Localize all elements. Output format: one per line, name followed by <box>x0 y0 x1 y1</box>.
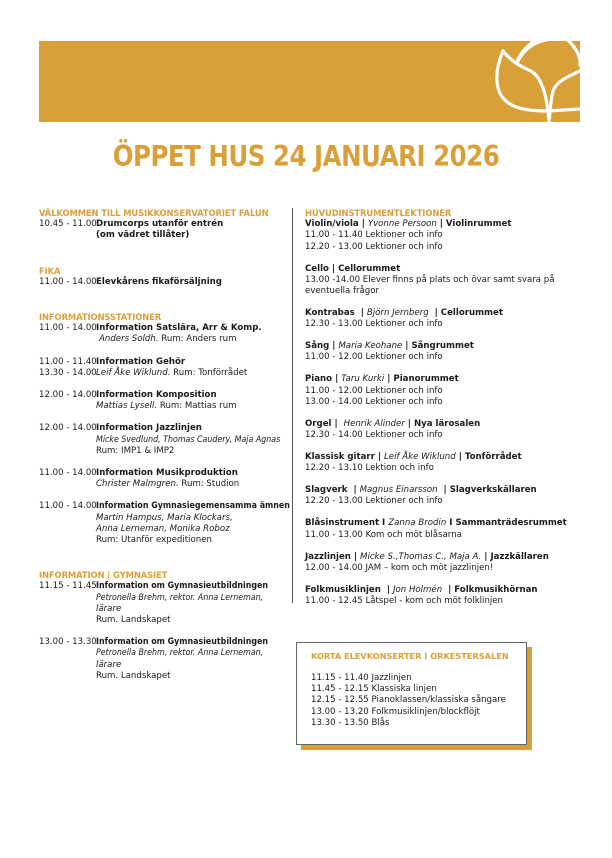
entry-room: Rum: Mattias rum <box>159 401 237 412</box>
schedule-entry <box>39 423 289 457</box>
schedule-entry <box>39 581 289 626</box>
entry-title: Information Gymnasiegemensamma ämnen <box>96 501 290 512</box>
lesson-instrument: Blåsinstrument <box>305 518 380 529</box>
entry-title: Information Gehör <box>96 356 186 367</box>
lesson-instrument: Jazzlinjen <box>305 551 351 562</box>
lesson-room: Tonförrådet <box>464 452 522 463</box>
lesson-line: 12.30 - 13.00 Lektioner och info <box>305 319 443 330</box>
section-title: HUVUDINSTRUMENTLEKTIONER <box>305 208 452 218</box>
entry-title: Drumcorps utanför entrén <box>96 219 224 230</box>
separator: | <box>428 308 441 319</box>
separator: | <box>374 452 385 463</box>
lesson-room: Sångrummet <box>411 341 474 352</box>
separator: | <box>437 485 450 496</box>
tulip-logo-icon <box>485 41 580 122</box>
schedule-entry <box>39 501 289 546</box>
lesson-instrument: Sång <box>305 341 330 352</box>
entry-room: Rum. Landskapet <box>96 615 171 626</box>
entry-room: Rum. Landskapet <box>96 670 171 681</box>
lesson-room: Jazzkällaren <box>490 551 549 562</box>
entry-people: Petronella Brehm, rektor. Anna Lerneman, <box>96 648 264 659</box>
lesson-instrument: Violin/viola <box>305 219 359 230</box>
lesson-line: 12.20 - 13.00 Lektioner och info <box>305 241 443 252</box>
entry-time: 11.00 - 14.00 <box>39 276 97 287</box>
lesson-item <box>305 485 575 507</box>
entry-room: Rum: IMP1 & IMP2 <box>96 445 175 456</box>
lesson-teacher: Maria Keohane <box>338 341 403 352</box>
concert-item: 13.30 - 13.50 Blås <box>311 717 390 728</box>
lesson-line: 11.00 - 11.40 Lektioner och info <box>305 230 443 241</box>
entry-people: Leif Åke Wiklund. <box>96 367 171 378</box>
entry-time: 12.00 - 14.00 <box>39 423 97 434</box>
lesson-item <box>305 264 575 298</box>
entry-room: Rum: Tonförrådet <box>173 367 248 378</box>
lesson-heading <box>305 219 575 230</box>
lesson-heading <box>305 374 575 385</box>
lesson-room: Cellorummet <box>338 263 401 274</box>
separator: | <box>331 418 344 429</box>
section-fika <box>39 266 289 288</box>
concert-item: 11.45 - 12.15 Klassiska linjen <box>311 684 437 695</box>
entry-title: Information om Gymnasieutbildningen <box>96 637 269 648</box>
lesson-item <box>305 518 575 540</box>
concerts-title: KORTA ELEVKONSERTER I ORKESTERSALEN <box>311 651 509 661</box>
entry-people: Anna Lerneman, Monika Roboz <box>96 523 230 534</box>
lesson-room: Nya lärosalen <box>413 418 481 429</box>
section-title: INFORMATION | GYMNASIET <box>39 570 168 581</box>
lesson-line: 11.00 - 13.00 Kom och möt blåsarna <box>305 529 462 540</box>
separator: | <box>332 374 342 385</box>
lesson-heading <box>305 485 575 496</box>
entry-time: 11.00 - 11.40 <box>39 356 97 367</box>
entry-people: Mattias Lysell. <box>96 401 158 412</box>
lesson-item <box>305 219 575 253</box>
separator: | <box>350 551 361 562</box>
schedule-entry <box>39 357 289 379</box>
section-welcome <box>39 208 289 242</box>
schedule-entry <box>39 637 289 682</box>
left-column <box>39 208 289 695</box>
entry-time: 13.30 - 14.00 <box>39 367 97 378</box>
entry-title: Information Jazzlinjen <box>96 423 202 434</box>
entry-people: Christer Malmgren. <box>96 479 179 490</box>
separator: | <box>358 219 368 230</box>
lesson-item <box>305 374 575 408</box>
separator: | <box>402 341 412 352</box>
concert-item: 11.15 - 11.40 Jazzlinjen <box>311 673 412 683</box>
lesson-item <box>305 308 575 330</box>
lesson-line: 13.00 -14.00 Elever finns på plats och övar samt svara på <box>305 274 555 285</box>
lesson-line: 12.30 - 14.00 Lektioner och info <box>305 430 443 441</box>
lesson-teacher: Taru Kurki <box>341 374 385 385</box>
entry-people: Anders Soldh. <box>99 334 159 345</box>
entry-people: lärare <box>96 603 122 614</box>
lesson-teacher: Yvonne Persoon <box>367 219 437 230</box>
lesson-line: 12.20 - 13.10 Lektion och info <box>305 463 434 474</box>
entry-time: 12.00 - 14.00 <box>39 390 97 401</box>
lesson-item <box>305 585 575 607</box>
schedule-entry <box>39 323 289 345</box>
entry-people: Martin Hampus, Maria Klockars, <box>96 512 233 523</box>
schedule-entry <box>39 219 289 241</box>
separator: | <box>481 551 491 562</box>
lesson-heading <box>305 452 575 463</box>
lesson-heading <box>305 518 575 529</box>
right-column <box>305 208 575 618</box>
separator: | <box>384 374 394 385</box>
entry-title: Information Komposition <box>96 390 217 401</box>
lesson-room: Violinrummet <box>445 219 512 230</box>
lesson-item <box>305 419 575 441</box>
separator: | <box>329 341 339 352</box>
concerts-box <box>296 642 527 745</box>
entry-time: 10.45 - 11.00 <box>39 219 97 230</box>
section-title: VÄLKOMMEN TILL MUSIKKONSERVATORIET FALUN <box>39 208 269 218</box>
lesson-heading <box>305 552 575 563</box>
page-title: ÖPPET HUS 24 JANUARI 2026 <box>112 140 500 173</box>
lesson-line: 11.00 - 12.00 Lektioner och info <box>305 352 443 363</box>
lesson-heading <box>305 585 575 596</box>
lesson-item <box>305 552 575 574</box>
separator: | <box>455 452 465 463</box>
lesson-line: 11.00 - 12.00 Lektioner och info <box>305 385 443 396</box>
section-title: INFORMATIONSSTATIONER <box>39 312 162 323</box>
concert-item: 13.00 - 13.20 Folkmusiklinjen/blockflöjt <box>311 706 480 717</box>
entry-title: Elevkårens fikaförsäljning <box>96 276 222 287</box>
concert-item: 12.15 - 12.55 Pianoklassen/klassiska sångare <box>311 695 506 706</box>
lesson-teacher: Henrik Alinder <box>343 418 405 429</box>
entry-time: 11.15 - 11.45 <box>39 581 97 592</box>
lesson-teacher: Micke S.,Thomas C., Maja A. <box>360 551 482 562</box>
lesson-instrument: Klassisk gitarr <box>305 452 375 463</box>
separator: | <box>354 308 367 319</box>
separator: I <box>379 518 389 529</box>
lesson-line: 12.00 - 14.00 JAM – kom och möt jazzlinjen! <box>305 562 494 573</box>
lesson-line: eventuella frågor <box>305 286 380 297</box>
entry-people: Petronella Brehm, rektor. Anna Lerneman, <box>96 592 264 603</box>
entry-time: 13.00 - 13.30 <box>39 637 97 648</box>
header-banner <box>39 41 580 122</box>
section-title: FIKA <box>39 265 61 276</box>
separator: I <box>446 518 456 529</box>
entry-people: lärare <box>96 659 122 670</box>
lesson-teacher: Magnus Einarsson <box>359 485 438 496</box>
lesson-instrument: Orgel <box>305 418 332 429</box>
entry-time: 11.00 - 14.00 <box>39 323 97 334</box>
entry-people: Micke Svedlund, Thomas Caudery, Maja Agnas <box>96 434 281 445</box>
lesson-item <box>305 452 575 474</box>
lesson-instrument: Slagverk <box>305 485 348 496</box>
entry-title: Information om Gymnasieutbildningen <box>96 581 269 592</box>
lesson-line: 12.20 - 13.00 Lektioner och info <box>305 496 443 507</box>
lesson-room: Pianorummet <box>393 374 459 385</box>
lesson-heading <box>305 264 575 275</box>
entry-title: Information Satslära, Arr & Komp. <box>96 323 262 334</box>
entry-room: Rum: Anders rum <box>161 334 237 345</box>
lesson-heading <box>305 341 575 352</box>
lesson-instrument: Kontrabas <box>305 308 355 319</box>
lesson-heading <box>305 308 575 319</box>
entry-room: Rum: Utanför expeditionen <box>96 535 212 546</box>
lesson-teacher: Leif Åke Wiklund <box>384 452 456 463</box>
lesson-instrument: Folkmusiklinjen <box>305 584 381 595</box>
entry-note: (om vädret tillåter) <box>96 230 190 241</box>
concerts-list <box>311 673 506 729</box>
entry-room: Rum: Studion <box>181 479 240 490</box>
section-gymnasiet <box>39 570 289 682</box>
lesson-line: 11.00 - 12.45 Låtspel - kom och möt folklinjen <box>305 596 504 607</box>
lesson-teacher: Zanna Brodin <box>388 518 447 529</box>
schedule-entry <box>39 390 289 412</box>
lesson-list <box>305 219 575 607</box>
lesson-room: Folkmusikhörnan <box>454 584 538 595</box>
lesson-instrument: Piano <box>305 374 333 385</box>
lesson-item <box>305 341 575 363</box>
separator: | <box>380 584 393 595</box>
separator: | <box>347 485 360 496</box>
schedule-entry <box>39 277 289 288</box>
section-info-stations <box>39 312 289 546</box>
separator: | <box>436 219 446 230</box>
lesson-room: Slagverkskällaren <box>449 485 537 496</box>
lesson-teacher: Björn Jernberg <box>366 308 429 319</box>
schedule-entry <box>39 468 289 490</box>
entry-title: Information Musikproduktion <box>96 468 238 479</box>
separator: | <box>404 418 414 429</box>
lesson-heading <box>305 419 575 430</box>
column-divider <box>292 208 293 603</box>
lesson-instrument: Cello <box>305 263 329 274</box>
lesson-line: 13.00 - 14.00 Lektioner och info <box>305 396 443 407</box>
separator: | <box>442 584 455 595</box>
entry-time: 11.00 - 14.00 <box>39 468 97 479</box>
entry-time: 11.00 - 14.00 <box>39 501 97 512</box>
lesson-room: Cellorummet <box>440 308 503 319</box>
separator: | <box>328 263 339 274</box>
lesson-room: Sammanträdesrummet <box>455 518 567 529</box>
lesson-teacher: Jon Holmén <box>392 584 443 595</box>
